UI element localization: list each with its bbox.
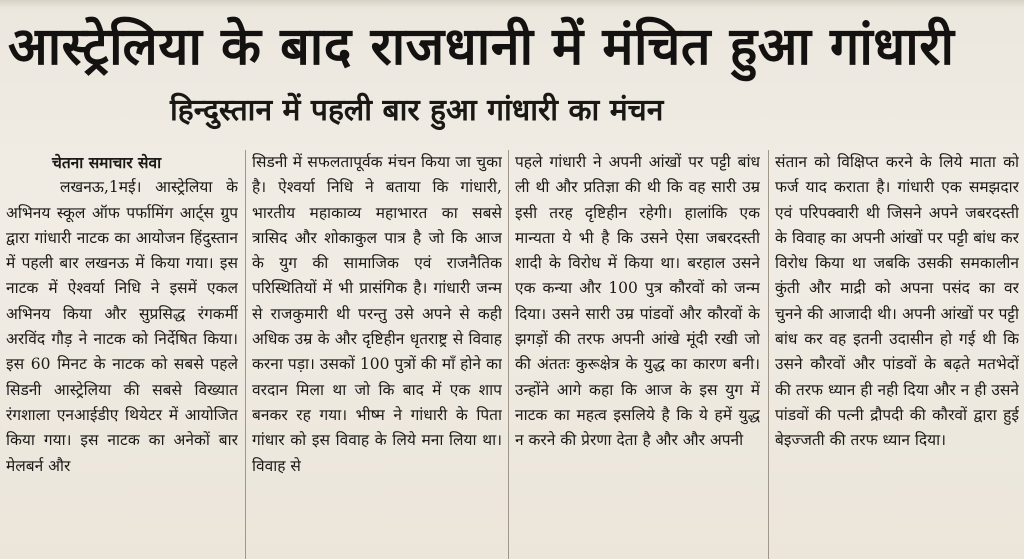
column-text: सिडनी में सफलतापूर्वक मंचन किया जा चुका है। ऐश्वर्या निधि ने बताया कि गांधारी, भारतीय महाकाव्य महाभारत का सबसे त्रासिद और शोकाकुल पात्र है जो कि आज के युग की सामाजिक एवं राजनैतिक परिस्थितियों में भी प्रासंगिक है। गांधारी जन्म से राजकुमारी थी परन्तु उसे अपने से कही अधिक उम्र के और दृष्टिहीन धृतराष्ट्र से विवाह करना पड़ा। उसकों 100 पुत्रों की माँ होने का वरदान मिला था जो कि बाद में एक शाप बनकर रह गया। भीष्म ने गांधारी के पिता गांधार को इस विवाह के लिये मना लिया था। विवाह से <box>252 153 502 475</box>
paper-edge <box>0 0 1024 8</box>
article-column-4 <box>775 150 1019 559</box>
article-column-3 <box>515 150 760 559</box>
byline: चेतना समाचार सेवा <box>52 153 162 172</box>
article-body <box>0 150 1024 559</box>
article-column-2 <box>252 150 502 559</box>
column-text: लखनऊ,1मई। आस्ट्रेलिया के अभिनय स्कूल ऑफ पर्फामिंग आर्ट्स ग्रुप द्वारा गांधारी नाटक का आयोजन हिंदुस्तान में पहली बार लखनऊ में किया गया। इस नाटक में ऐश्वर्या निधि ने इसमें एकल अभिनय किया और सुप्रसिद्ध रंगकर्मी अरविंद गौड़ ने नाटक को निर्देषित किया। इस 60 मिनट के नाटक को सबसे पहले सिडनी आस्ट्रेलिया की सबसे विख्यात रंगशाला एनआईडीए थियेटर में आयोजित किया गया। इस नाटक का अनेकों बार मेलबर्न और <box>6 178 238 475</box>
subheadline: हिन्दुस्तान में पहली बार हुआ गांधारी का मंचन <box>170 93 664 128</box>
headline: आस्ट्रेलिया के बाद राजधानी में मंचित हुआ गांधारी <box>8 17 955 77</box>
column-text: संतान को विक्षिप्त करने के लिये माता को फर्ज याद कराता है। गांधारी एक समझदार एवं परिपक्वारी थी जिसने अपने जबरदस्ती के विवाह का अपनी आंखों पर पट्टी बांध कर विरोध किया था जबकि उसकी समकालीन कुंती और माद्री को अपना पसंद का वर चुनने की आजादी थी। अपनी आंखों पर पट्टी बांध कर वह इतनी उदासीन हो गई थी कि उसने कौरवों और पांडवों के बढ़ते मतभेदों की तरफ ध्यान ही नही दिया और न ही उसने पांडवों की पत्नी द्रौपदी की कौरवों द्वारा हुई बेइज्जती की तरफ ध्यान दिया। <box>775 153 1019 450</box>
column-text: पहले गांधारी ने अपनी आंखों पर पट्टी बांध ली थी और प्रतिज्ञा की थी कि वह सारी उम्र इसी तरह दृष्टिहीन रहेगी। हालांकि एक मान्यता ये भी है कि उसने ऐसा जबरदस्ती शादी के विरोध में किया था। बरहाल उसने एक कन्या और 100 पुत्र कौरवों को जन्म दिया। उसने सारी उम्र पांडवों और कौरवों के झगड़ों की तरफ अपनी आंखे मूंदी रखी जो की अंततः कुरूक्षेत्र के युद्ध का कारण बनी। उन्होंने आगे कहा कि आज के इस युग में नाटक का महत्व इसलिये है कि ये हमें युद्ध न करने की प्रेरणा देता है और और अपनी <box>515 153 760 450</box>
article-column-1 <box>6 150 238 559</box>
